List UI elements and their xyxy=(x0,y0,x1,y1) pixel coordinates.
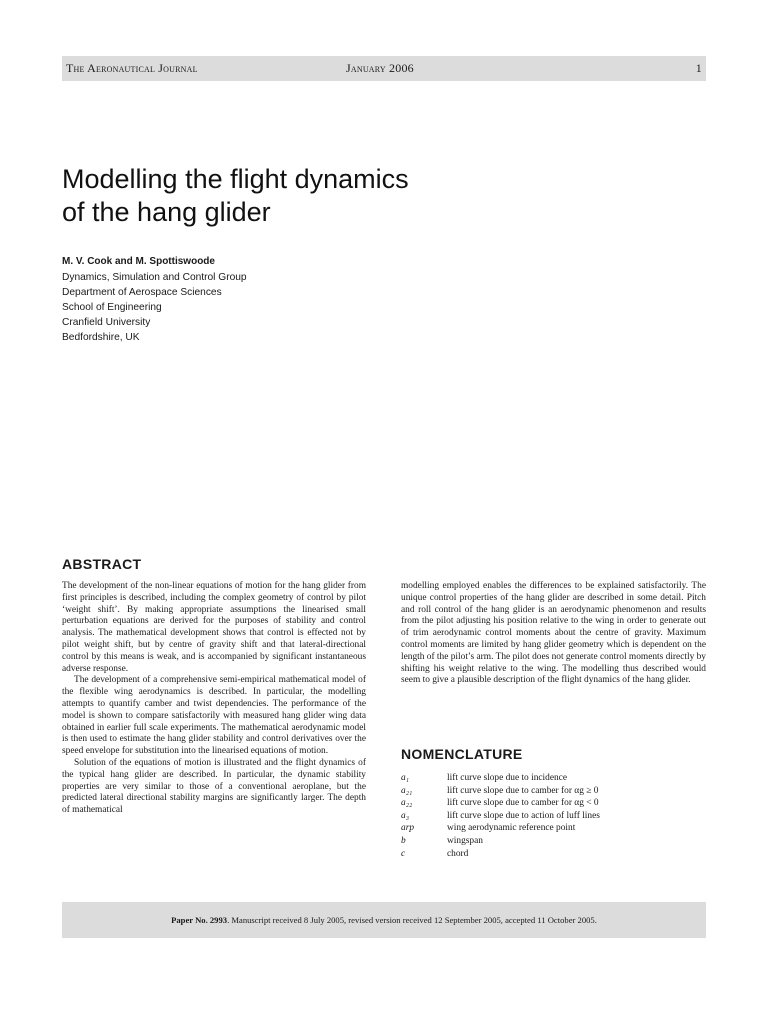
affiliation-line: Bedfordshire, UK xyxy=(62,332,140,343)
nomenclature-item xyxy=(401,810,706,823)
running-header xyxy=(62,56,706,81)
nomenclature-symbol: a₃ xyxy=(401,810,409,821)
nomenclature-heading: NOMENCLATURE xyxy=(401,746,523,762)
nomenclature-symbol: b xyxy=(401,835,406,846)
nomenclature-list xyxy=(401,772,706,860)
nomenclature-symbol: arp xyxy=(401,823,415,834)
abstract-paragraph: The development of a comprehensive semi-empirical mathematical model of the flexible wing aerodynamics is described. In particular, the modelling attempts to quantify camber and twist dependencies. The performance of the model is shown to compare satisfactorily with measured hang glider wing data obtained in earlier full scale experiments. The mathematical aerodynamic model is then used to estimate the hang glider stability and control derivatives over the speed envelope for substitution into the linearised equations of motion. xyxy=(62,675,366,757)
manuscript-footer xyxy=(62,902,706,938)
abstract-paragraph: The development of the non-linear equations of motion for the hang glider from first principles is described, including the complex geometry of control by pilot ‘weight shift’. By making appropriate assumptions the linearised small perturbation equations are derived for the purposes of stability and control analysis. The mathematical development shows that control is effected not by pilot weight shift, but by centre of gravity shift and that lateral-directional control by this means is weak, and is accompanied by significant instantaneous adverse response. xyxy=(62,581,366,674)
manuscript-dates: . Manuscript received 8 July 2005, revised version received 12 September 2005, accepted 11 October 2005. xyxy=(227,915,597,925)
nomenclature-item xyxy=(401,797,706,810)
nomenclature-description: lift curve slope due to incidence xyxy=(447,773,568,783)
affiliation-line: Cranfield University xyxy=(62,317,151,328)
nomenclature-symbol: c xyxy=(401,848,406,859)
title-line-2: of the hang glider xyxy=(62,197,271,227)
affiliation-line: Dynamics, Simulation and Control Group xyxy=(62,272,247,283)
nomenclature-description: lift curve slope due to camber for αg ≥ 0 xyxy=(447,785,599,796)
nomenclature-description: lift curve slope due to camber for αg < 0 xyxy=(447,798,599,809)
nomenclature-symbol: a₂₂ xyxy=(401,798,413,809)
page-number: 1 xyxy=(695,61,702,75)
nomenclature-description: chord xyxy=(447,848,469,859)
affiliation-line: Department of Aerospace Sciences xyxy=(62,287,222,298)
nomenclature-item xyxy=(401,822,706,835)
abstract-paragraph: modelling employed enables the differences to be explained satisfactorily. The unique control properties of the hang glider are described in some detail. Pitch and roll control of the hang glider is an aerodynamic phenomenon and results from the pilot adjusting his position relative to the wing in order to generate out of trim aerodynamic control moments about the centre of gravity. Maximum control moments are limited by hang glider geometry which is dependent on the length of the pilot’s arm. The pilot does not generate control moments directly by shifting his weight relative to the wing. The modelling thus described would seem to give a plausible description of the flight dynamics of the hang glider. xyxy=(401,581,706,686)
authors: M. V. Cook and M. Spottiswoode xyxy=(62,256,215,267)
nomenclature-item xyxy=(401,848,706,861)
paper-number: Paper No. 2993 xyxy=(171,915,228,925)
abstract-left-column xyxy=(62,581,366,871)
manuscript-note xyxy=(62,915,706,925)
nomenclature-symbol: a₁ xyxy=(401,773,409,783)
nomenclature-item xyxy=(401,785,706,798)
nomenclature-item xyxy=(401,835,706,848)
nomenclature-symbol: a₂₁ xyxy=(401,785,413,796)
nomenclature-item xyxy=(401,772,706,785)
issue-date: January 2006 xyxy=(346,61,414,75)
affiliation-line: School of Engineering xyxy=(62,302,162,313)
nomenclature-description: wingspan xyxy=(447,835,483,846)
paper-title xyxy=(62,163,522,229)
title-line-1: Modelling the flight dynamics xyxy=(62,164,409,194)
journal-name: The Aeronautical Journal xyxy=(66,61,198,75)
nomenclature-description: lift curve slope due to action of luff lines xyxy=(447,810,600,821)
nomenclature-description: wing aerodynamic reference point xyxy=(447,823,576,834)
abstract-heading: ABSTRACT xyxy=(62,556,142,572)
affiliation xyxy=(62,270,247,345)
abstract-paragraph: Solution of the equations of motion is illustrated and the flight dynamics of the typical hang glider are described. In particular, the dynamic stability properties are very similar to those of a conventional aeroplane, but the predicted lateral directional stability margins are significantly larger. The depth of mathematical xyxy=(62,757,366,816)
abstract-right-column xyxy=(401,581,706,687)
